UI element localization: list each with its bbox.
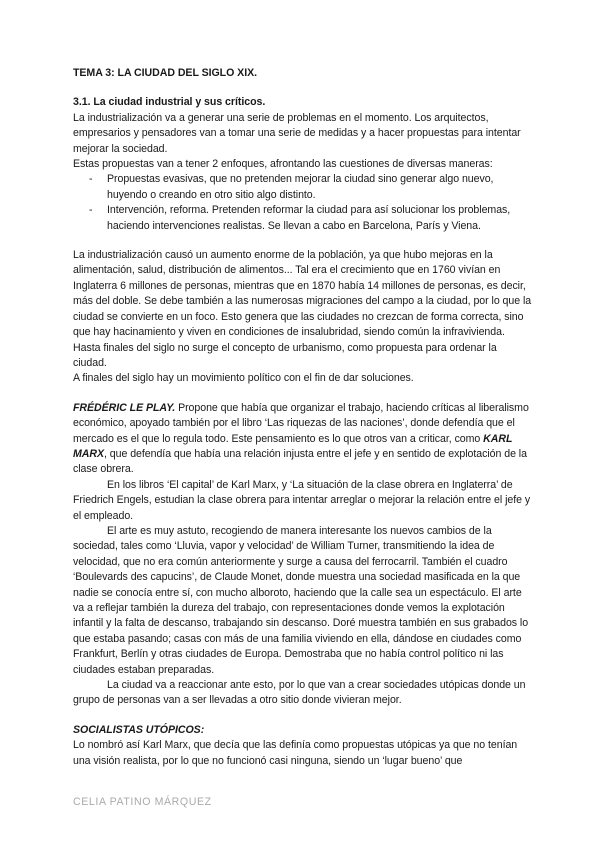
karl-marx-name: KARL MARX xyxy=(73,432,513,460)
page-footer: CELIA PATINO MÁRQUEZ xyxy=(73,796,212,808)
list-item: - Intervención, reforma. Pretenden reformar la ciudad para así solucionar los problemas, haciendo intervenciones realistas. Se llevan a cabo en Barcelona, París y Viena. xyxy=(89,203,533,234)
paragraph: La industrialización va a generar una serie de problemas en el momento. Los arquitectos, empresarios y pensadores van a tomar una serie de medidas y a hacer propuestas para intentar mejorar la sociedad. xyxy=(73,111,521,155)
le-play-name: FRÉDÉRIC LE PLAY. xyxy=(73,401,176,414)
paragraph: Estas propuestas van a tener 2 enfoques, afrontando las cuestiones de diversas maneras: xyxy=(73,158,493,171)
paragraph: El arte es muy astuto, recogiendo de manera interesante los nuevos cambios de la sociedad, tales como ‘Lluvia, vapor y velocidad’ de William Turner, transmitiendo la idea de velocidad, que no era común anteriormente y surge a causa del ferrocarril. También el cuadro ‘Boulevards des capucins’, de Claude Monet, donde muestra una sociedad masificada en la que nadie se conocía entre sí, con mucho alboroto, haciendo que la calle sea un espectáculo. El arte va a reflejar también la dureza del trabajo, con representaciones donde vemos la explotación infantil y la falta de descanso, trabajando sin descanso. Doré muestra también en sus grabados lo que estaba pasando; casas con más de una familia viviendo en ella, dándose en ciudades como Frankfurt, Berlín y otras ciudades de Europa. Demostraba que no había control político ni las ciudades estaban preparadas. xyxy=(73,524,529,676)
paragraph-text: Propone que había que organizar el trabajo, haciendo críticas al liberalismo económico, apoyado también por el libro ‘Las riquezas de las naciones’, donde defendía que el mercado es el que lo regula todo. Este pensamiento es lo que otros van a criticar, como xyxy=(73,401,529,445)
page-title: TEMA 3: LA CIUDAD DEL SIGLO XIX. xyxy=(73,67,257,79)
section-heading: 3.1. La ciudad industrial y sus críticos. xyxy=(73,96,266,109)
paragraph: A finales del siglo hay un movimiento político con el fin de dar soluciones. xyxy=(73,372,414,385)
paragraph: Lo nombró así Karl Marx, que decía que las definía como propuestas utópicas ya que no tenían una visión realista, por lo que no funcionó casi ninguna, siendo un ‘lugar bueno’ que xyxy=(73,739,518,767)
section-heading: SOCIALISTAS UTÓPICOS: xyxy=(73,723,205,736)
paragraph: La ciudad va a reaccionar ante esto, por lo que van a crear sociedades utópicas donde un grupo de personas van a ser llevadas a otro sitio donde vivieran mejor. xyxy=(73,679,526,707)
paragraph-le-play xyxy=(73,401,533,478)
document-page xyxy=(73,66,533,769)
bullet-list xyxy=(73,172,533,234)
paragraph: En los libros ‘El capital’ de Karl Marx, y ‘La situación de la clase obrera en Inglaterra’ de Friedrich Engels, estudian la clase obrera para intentar arreglar o mejorar la relación entre el jefe y el empleado. xyxy=(73,478,531,522)
paragraph-text: , que defendía que había una relación injusta entre el jefe y en sentido de explotación de la clase obrera. xyxy=(73,447,527,476)
paragraph: La industrialización causó un aumento enorme de la población, ya que hubo mejoras en la alimentación, salud, distribución de alimentos... Tal era el crecimiento que en 1760 vivían en Inglaterra 6 millones de personas, mientras que en 1870 había 14 millones de personas, es decir, más del doble. Se debe también a las numerosas migraciones del campo a la ciudad, por lo que la ciudad se convierte en un foco. Esto genera que las ciudades no crezcan de forma correcta, sino que hay hacinamiento y viven en condiciones de insalubridad, siendo común la infravivienda. Hasta finales del siglo no surge el concepto de urbanismo, como propuesta para ordenar la ciudad. xyxy=(73,249,532,369)
list-item: - Propuestas evasivas, que no pretenden mejorar la ciudad sino generar algo nuevo, huyendo o creando en otro sitio algo distinto. xyxy=(89,172,533,203)
